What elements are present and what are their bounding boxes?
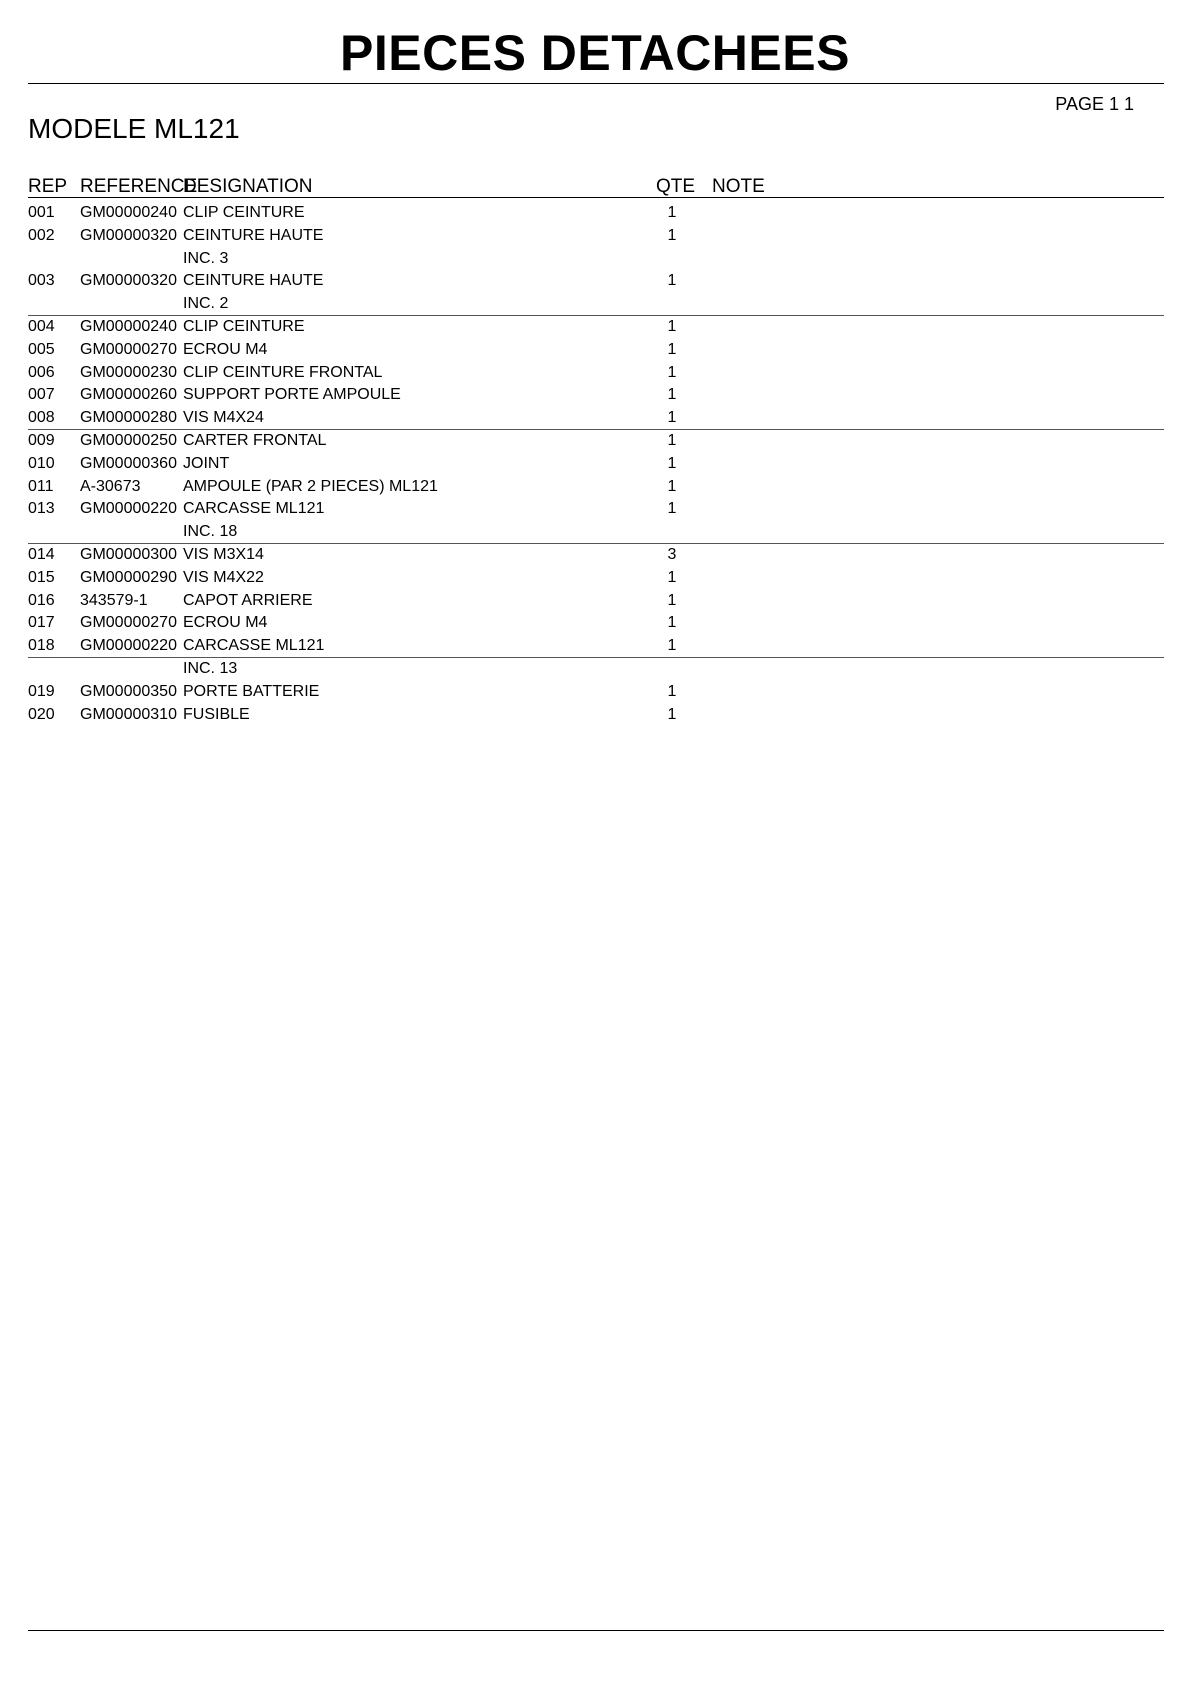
cell-rep: 001	[28, 204, 55, 221]
cell-qte: 1	[667, 637, 677, 655]
table-row	[28, 658, 1164, 681]
cell-rep: 002	[28, 226, 55, 244]
cell-qte: 1	[667, 591, 677, 609]
cell-designation: ECROU M4	[183, 614, 268, 632]
cell-reference: GM00000280	[80, 409, 177, 427]
cell-rep: 019	[28, 682, 55, 700]
cell-rep: 018	[28, 637, 55, 655]
cell-designation: CEINTURE HAUTE	[183, 226, 324, 244]
cell-designation: INC. 2	[183, 295, 229, 313]
cell-designation: VIS M4X24	[183, 409, 264, 427]
cell-reference: GM00000310	[80, 705, 177, 723]
table-row	[28, 544, 1164, 567]
cell-qte: 1	[667, 363, 677, 381]
cell-reference: GM00000320	[80, 226, 177, 244]
cell-qte: 1	[667, 386, 677, 404]
table-row	[28, 704, 1164, 727]
table-row	[28, 635, 1164, 658]
table-row	[28, 521, 1164, 544]
table-row	[28, 362, 1164, 385]
cell-rep: 005	[28, 340, 55, 358]
header-note: NOTE	[712, 176, 765, 197]
cell-reference: 343579-1	[80, 591, 148, 609]
header-qte: QTE	[656, 176, 696, 197]
table-row	[28, 293, 1164, 316]
cell-qte: 1	[667, 454, 677, 472]
cell-rep: 017	[28, 614, 55, 632]
table-row	[28, 567, 1164, 590]
cell-reference: GM00000300	[80, 545, 177, 563]
cell-qte: 1	[667, 705, 677, 723]
cell-reference: A-30673	[80, 477, 141, 495]
cell-qte: 3	[667, 545, 677, 563]
cell-designation: CEINTURE HAUTE	[183, 272, 324, 290]
cell-designation: SUPPORT PORTE AMPOULE	[183, 386, 401, 404]
cell-reference: GM00000270	[80, 340, 177, 358]
table-row	[28, 476, 1164, 499]
table-row	[28, 270, 1164, 293]
cell-designation: INC. 3	[183, 249, 229, 267]
cell-designation: CLIP CEINTURE	[183, 317, 305, 335]
cell-designation: VIS M4X22	[183, 568, 264, 586]
table-row	[28, 612, 1164, 635]
table-row	[28, 248, 1164, 271]
cell-qte: 1	[667, 272, 677, 290]
cell-qte: 1	[667, 682, 677, 700]
cell-reference: GM00000290	[80, 568, 177, 586]
cell-qte: 1	[667, 409, 677, 427]
cell-reference: GM00000220	[80, 637, 177, 655]
cell-qte: 1	[667, 204, 677, 221]
parts-table	[28, 202, 1164, 726]
cell-rep: 009	[28, 431, 55, 449]
cell-reference: GM00000350	[80, 682, 177, 700]
cell-designation: JOINT	[183, 454, 230, 472]
cell-reference: GM00000270	[80, 614, 177, 632]
cell-reference: GM00000220	[80, 500, 177, 518]
cell-designation: INC. 13	[183, 659, 238, 677]
table-row	[28, 430, 1164, 453]
cell-qte: 1	[667, 226, 677, 244]
footer-rule	[28, 1630, 1164, 1631]
cell-reference: GM00000240	[80, 204, 177, 221]
cell-designation: AMPOULE (PAR 2 PIECES) ML121	[183, 477, 438, 495]
cell-designation: CARCASSE ML121	[183, 500, 325, 518]
table-row	[28, 339, 1164, 362]
cell-rep: 013	[28, 500, 55, 518]
table-row	[28, 225, 1164, 248]
cell-reference: GM00000320	[80, 272, 177, 290]
cell-designation: CLIP CEINTURE	[183, 204, 305, 221]
document-title: PIECES DETACHEES	[340, 25, 850, 81]
model-heading: MODELE ML121	[28, 113, 240, 144]
cell-designation: ECROU M4	[183, 340, 268, 358]
cell-rep: 015	[28, 568, 55, 586]
cell-rep: 020	[28, 705, 55, 723]
table-row	[28, 384, 1164, 407]
table-row	[28, 202, 1164, 225]
cell-reference: GM00000360	[80, 454, 177, 472]
cell-rep: 011	[28, 477, 54, 495]
cell-qte: 1	[667, 431, 677, 449]
cell-designation: VIS M3X14	[183, 545, 264, 563]
table-row	[28, 316, 1164, 339]
cell-rep: 008	[28, 409, 55, 427]
cell-rep: 006	[28, 363, 55, 381]
cell-qte: 1	[667, 317, 677, 335]
table-row	[28, 407, 1164, 430]
cell-rep: 003	[28, 272, 55, 290]
header-reference: REFERENCE	[80, 176, 198, 197]
cell-reference: GM00000240	[80, 317, 177, 335]
cell-qte: 1	[667, 340, 677, 358]
cell-qte: 1	[667, 500, 677, 518]
cell-designation: FUSIBLE	[183, 705, 250, 723]
table-row	[28, 590, 1164, 613]
cell-rep: 016	[28, 591, 55, 609]
table-row	[28, 453, 1164, 476]
cell-qte: 1	[667, 477, 677, 495]
cell-designation: CARCASSE ML121	[183, 637, 325, 655]
cell-designation: INC. 18	[183, 523, 238, 541]
cell-designation: CLIP CEINTURE FRONTAL	[183, 363, 383, 381]
cell-rep: 004	[28, 317, 55, 335]
cell-reference: GM00000230	[80, 363, 177, 381]
cell-reference: GM00000250	[80, 431, 177, 449]
cell-designation: CAPOT ARRIERE	[183, 591, 313, 609]
cell-qte: 1	[667, 614, 677, 632]
title-underline	[28, 83, 1164, 84]
cell-designation: CARTER FRONTAL	[183, 431, 327, 449]
cell-qte: 1	[667, 568, 677, 586]
cell-rep: 010	[28, 454, 55, 472]
cell-designation: PORTE BATTERIE	[183, 682, 320, 700]
header-designation: DESIGNATION	[183, 176, 313, 197]
cell-reference: GM00000260	[80, 386, 177, 404]
table-row	[28, 681, 1164, 704]
cell-rep: 014	[28, 545, 55, 563]
page-number: PAGE 1 1	[1055, 94, 1134, 114]
cell-rep: 007	[28, 386, 55, 404]
table-row	[28, 498, 1164, 521]
header-underline	[28, 197, 1164, 198]
header-rep: REP	[28, 176, 68, 197]
